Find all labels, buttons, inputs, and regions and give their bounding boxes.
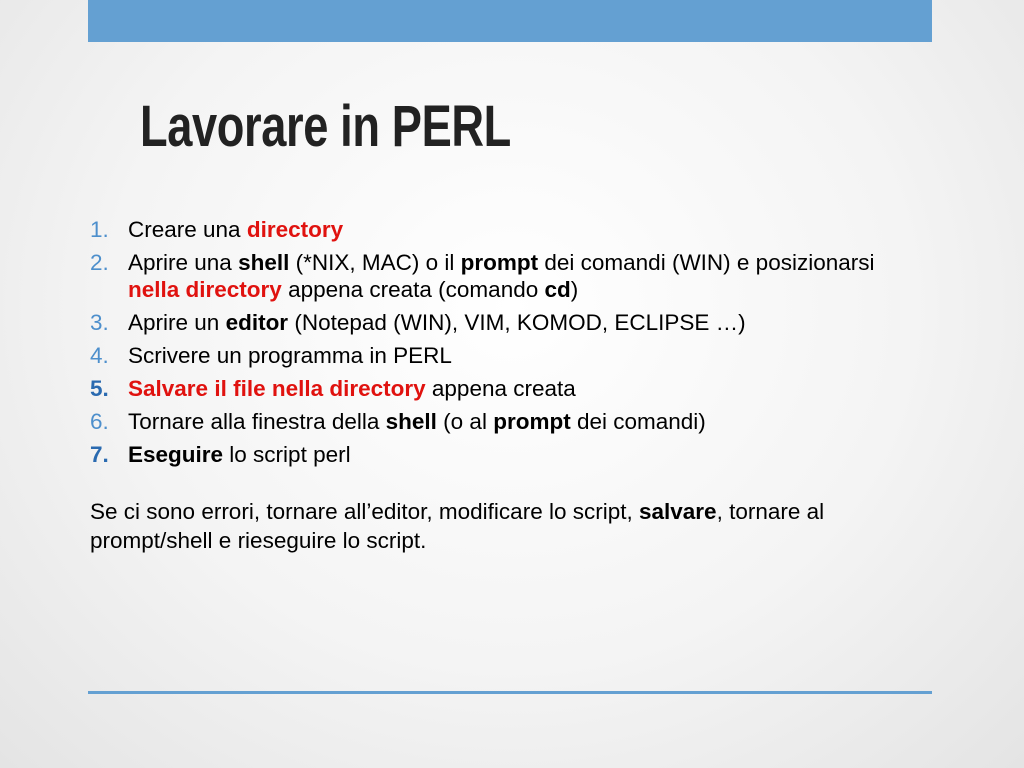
bottom-rule	[88, 691, 932, 694]
step-text: Aprire un	[128, 310, 226, 335]
step-number: 4.	[90, 343, 109, 368]
step-number: 1.	[90, 217, 109, 242]
step-number: 2.	[90, 250, 109, 275]
step-text: Creare una	[128, 217, 247, 242]
keyword-editor: editor	[225, 310, 289, 335]
note-text: Se ci sono errori, tornare all’editor, modificare lo script,	[90, 499, 639, 524]
step-item-3	[90, 309, 925, 336]
keyword-prompt: prompt	[460, 250, 539, 275]
slide-title: Lavorare in PERL	[140, 94, 511, 159]
keyword-shell: shell	[238, 250, 290, 275]
step-text: dei comandi)	[570, 409, 706, 434]
step-item-7	[90, 441, 925, 468]
keyword-eseguire: Eseguire	[128, 442, 224, 467]
footnote-paragraph	[90, 497, 925, 555]
top-accent-band	[88, 0, 932, 42]
step-item-6	[90, 408, 925, 435]
slide-body	[90, 216, 925, 555]
step-item-4	[90, 342, 925, 369]
step-text: lo script perl	[223, 442, 351, 467]
keyword-salvare: salvare	[638, 499, 717, 524]
keyword-cd: cd	[544, 277, 571, 302]
step-number: 5.	[90, 376, 109, 401]
highlight-salvare-file: Salvare il file nella directory	[128, 376, 426, 401]
step-text: (*NIX, MAC) o il	[289, 250, 461, 275]
step-text: appena creata (comando	[281, 277, 545, 302]
step-text: dei comandi (WIN) e posizionarsi	[538, 250, 875, 275]
step-text: Aprire una	[128, 250, 239, 275]
step-number: 6.	[90, 409, 109, 434]
step-item-2	[90, 249, 925, 303]
step-item-1	[90, 216, 925, 243]
step-text: (Notepad (WIN), VIM, KOMOD, ECLIPSE …)	[288, 310, 746, 335]
step-number: 7.	[90, 442, 109, 467]
step-number: 3.	[90, 310, 109, 335]
highlight-directory: directory	[246, 217, 344, 242]
highlight-nella-directory: nella directory	[128, 277, 282, 302]
step-text: Tornare alla finestra della	[128, 409, 386, 434]
step-text: appena creata	[425, 376, 576, 401]
steps-list	[90, 216, 925, 468]
step-text: Scrivere un programma in PERL	[128, 343, 452, 368]
keyword-prompt: prompt	[493, 409, 571, 434]
step-item-5	[90, 375, 925, 402]
step-text: (o al	[436, 409, 494, 434]
step-text: )	[570, 277, 579, 302]
note-text: , tornare al prompt/shell e rieseguire lo script.	[90, 499, 825, 553]
keyword-shell: shell	[385, 409, 437, 434]
